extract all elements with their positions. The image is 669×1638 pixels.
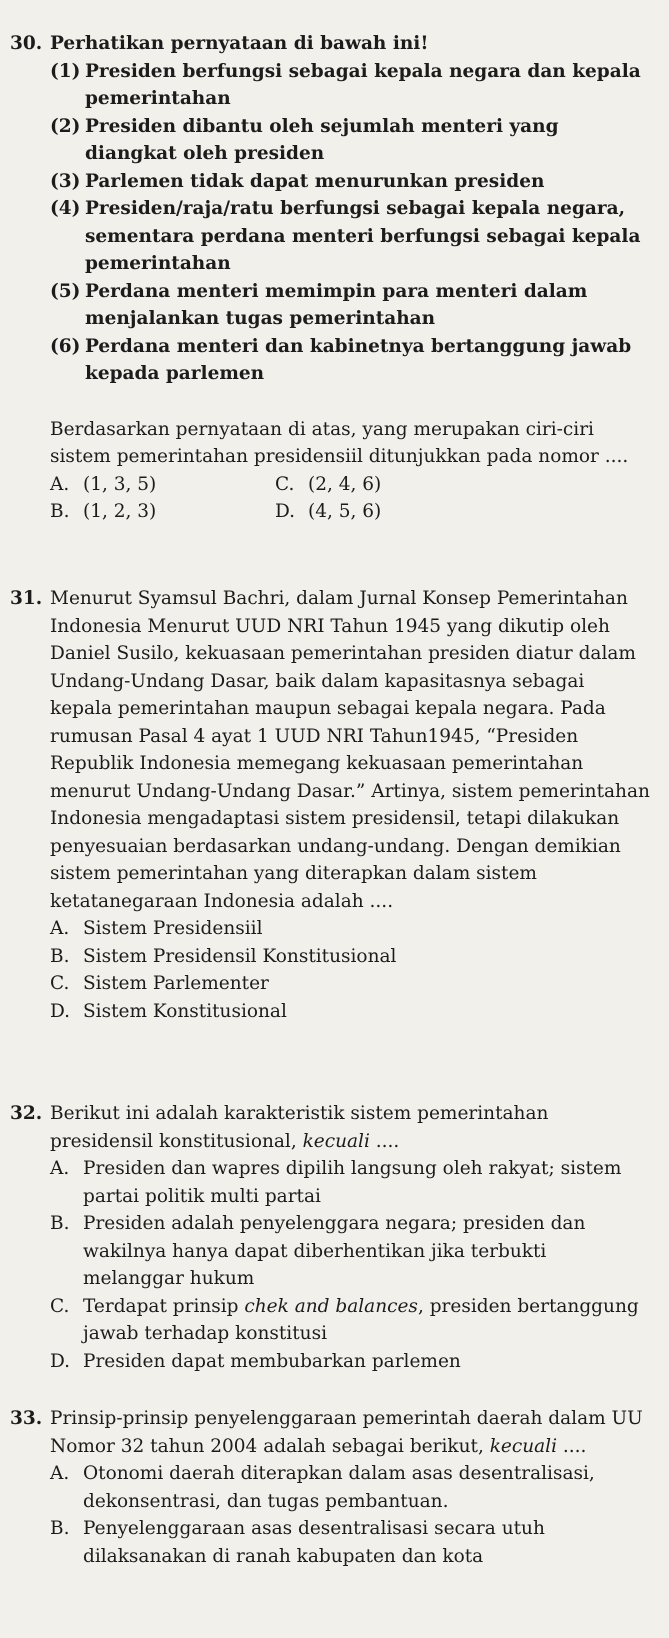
- question-33: [10, 1405, 650, 1570]
- option-c[interactable]: C. Sistem Parlementer: [50, 973, 269, 994]
- question-text: Menurut Syamsul Bachri, dalam Jurnal Konsep Pemerintahan Indonesia Menurut UUD NRI Tahun 1945 yang dikutip oleh Daniel Susilo, kekuasaan pemerintahan presiden diatur dalam Undang-Undang Dasar, baik dalam kapasitasnya sebagai kepala pemerintahan maupun sebagai kepala negara. Pada rumusan Pasal 4 ayat 1 UUD NRI Tahun1945, “Presiden Republik Indonesia memegang kekuasaan pemerintahan menurut Undang-Undang Dasar.” Artinya, sistem pemerintahan Indonesia mengadaptasi sistem presidensil, tetapi dilakukan penyesuaian berdasarkan undang-undang. Dengan demikian sistem pemerintahan yang diterapkan dalam sistem ketatanegaraan Indonesia adalah ....: [50, 588, 650, 912]
- statement-3: (3) Parlemen tidak dapat menurunkan presiden: [50, 170, 545, 192]
- question-number: 33.: [10, 1408, 43, 1429]
- statement-1: (1) Presiden berfungsi sebagai kepala negara dan kepala pemerintahan: [50, 60, 641, 109]
- statement-6: (6) Perdana menteri dan kabinetnya bertanggung jawab kepada parlemen: [50, 335, 632, 384]
- option-d[interactable]: D. Sistem Konstitusional: [50, 1000, 287, 1022]
- question-number: 30.: [10, 33, 43, 54]
- option-c[interactable]: C. Terdapat prinsip chek and balances, presiden bertanggung jawab terhadap konstitusi: [50, 1295, 639, 1344]
- statement-5: (5) Perdana menteri memimpin para menteri dalam menjalankan tugas pemerintahan: [50, 280, 588, 329]
- question-text: Prinsip-prinsip penyelenggaraan pemerintah daerah dalam UU Nomor 32 tahun 2004 adalah sebagai berikut, kecuali ....: [50, 1408, 643, 1457]
- statement-4: (4) Presiden/raja/ratu berfungsi sebagai kepala negara, sementara perdana menteri berfungsi sebagai kepala pemerintahan: [50, 198, 641, 274]
- option-b[interactable]: B. Presiden adalah penyelenggara negara; presiden dan wakilnya hanya dapat diberhentikan jika terbukti melanggar hukum: [50, 1213, 586, 1289]
- question-prompt: Berdasarkan pernyataan di atas, yang merupakan ciri-ciri sistem pemerintahan presidensiil ditunjukkan pada nomor ....: [50, 418, 629, 467]
- option-a[interactable]: A. Presiden dan wapres dipilih langsung oleh rakyat; sistem partai politik multi partai: [50, 1158, 622, 1207]
- option-d[interactable]: D. Presiden dapat membubarkan parlemen: [50, 1350, 461, 1372]
- question-number: 31.: [10, 588, 43, 609]
- option-a[interactable]: A. (1, 3, 5): [50, 473, 157, 495]
- option-b[interactable]: B. Penyelenggaraan asas desentralisasi secara utuh dilaksanakan di ranah kabupaten dan kota: [50, 1518, 545, 1567]
- question-31: [10, 585, 650, 1025]
- statement-2: (2) Presiden dibantu oleh sejumlah menteri yang diangkat oleh presiden: [50, 115, 559, 164]
- option-a[interactable]: A. Sistem Presidensiil: [50, 918, 263, 939]
- question-intro: Perhatikan pernyataan di bawah ini!: [50, 33, 429, 54]
- option-b[interactable]: B. (1, 2, 3): [50, 501, 157, 522]
- answer-options: [50, 471, 650, 526]
- question-number: 32.: [10, 1103, 43, 1124]
- question-32: [10, 1100, 650, 1375]
- option-c[interactable]: C. (2, 4, 6): [275, 473, 382, 495]
- option-b[interactable]: B. Sistem Presidensil Konstitusional: [50, 945, 397, 967]
- question-30: [10, 30, 650, 526]
- option-a[interactable]: A. Otonomi daerah diterapkan dalam asas desentralisasi, dekonsentrasi, dan tugas pembantuan.: [50, 1463, 595, 1512]
- option-d[interactable]: D. (4, 5, 6): [275, 501, 382, 522]
- question-text: Berikut ini adalah karakteristik sistem pemerintahan presidensil konstitusional, kecuali ....: [50, 1103, 549, 1152]
